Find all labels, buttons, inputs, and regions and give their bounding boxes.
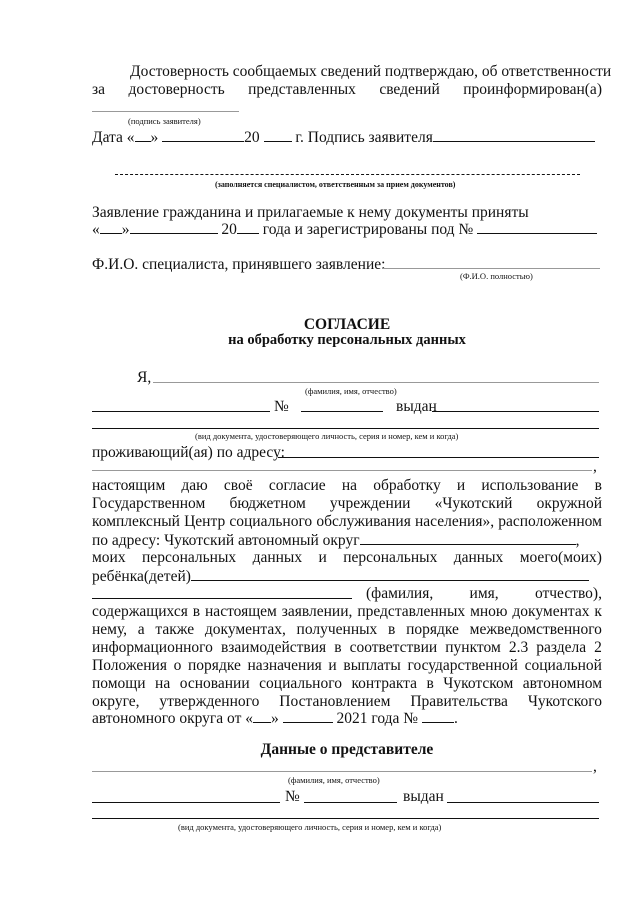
word: данных bbox=[252, 549, 303, 566]
word: взаимодействия bbox=[220, 639, 327, 656]
word: государственной bbox=[407, 657, 518, 674]
accept-line-2: « » 20 года и зарегистрированы под № bbox=[92, 219, 597, 240]
applicant-signature-field[interactable] bbox=[433, 127, 595, 142]
consent-body-line-14: автономного округа от « » 2021 года № . bbox=[92, 710, 458, 727]
address-field-2[interactable] bbox=[92, 470, 592, 471]
child-name-field-2[interactable] bbox=[92, 598, 352, 599]
word: основании bbox=[179, 675, 250, 692]
word: отчество), bbox=[534, 585, 602, 602]
word: о bbox=[173, 657, 182, 674]
word: контракта bbox=[351, 675, 417, 692]
fio-field[interactable] bbox=[153, 382, 599, 383]
document-type-field[interactable] bbox=[92, 411, 270, 412]
word: даю bbox=[181, 477, 208, 494]
consent-body-line-2 bbox=[92, 494, 602, 514]
word: документах bbox=[512, 603, 590, 620]
residing-label: проживающий(ая) по адресу: bbox=[92, 444, 285, 461]
number-sign: № bbox=[274, 398, 289, 415]
decree-day-field[interactable] bbox=[253, 708, 271, 723]
representative-document-details-field[interactable] bbox=[92, 818, 599, 819]
word: нему, bbox=[92, 621, 128, 638]
word: межведомственного bbox=[469, 621, 602, 638]
word: настоящим bbox=[92, 477, 166, 494]
word: и bbox=[456, 477, 466, 494]
separator-caption: (заполняется специалистом, ответственным за прием документов) bbox=[215, 180, 456, 189]
word: Правительства bbox=[410, 693, 508, 710]
specialist-caption: (Ф.И.О. полностью) bbox=[460, 271, 533, 281]
word: обслуживания bbox=[316, 513, 411, 530]
word: утвержденного bbox=[159, 693, 260, 710]
specialist-name-field[interactable] bbox=[382, 268, 600, 269]
word: документах, bbox=[204, 621, 286, 638]
consent-title: СОГЛАСИЕ bbox=[303, 316, 391, 333]
consent-subtitle: на обработку персональных данных bbox=[228, 332, 466, 348]
word: проинформирован(а) bbox=[463, 81, 602, 98]
word: помощи bbox=[92, 675, 146, 692]
representative-document-caption: (вид документа, удостоверяющего личность, серия и номер, кем и когда) bbox=[178, 822, 442, 832]
issued-by-field[interactable] bbox=[432, 411, 599, 412]
word: мною bbox=[470, 603, 508, 620]
consent-body-line-7 bbox=[366, 584, 602, 604]
representative-document-number-field[interactable] bbox=[304, 802, 397, 803]
word: данных bbox=[453, 549, 504, 566]
consent-body-line-4: по адресу: Чукотский автономный округ , bbox=[92, 532, 580, 549]
word: имя, bbox=[469, 585, 499, 602]
word: в bbox=[594, 477, 602, 494]
representative-title: Данные о представителе bbox=[260, 741, 434, 758]
word: информационного bbox=[92, 639, 213, 656]
word: своё bbox=[223, 477, 253, 494]
word: порядке bbox=[406, 621, 459, 638]
word: достоверность bbox=[128, 81, 225, 98]
accept-day-field[interactable] bbox=[100, 219, 122, 234]
word: населения», bbox=[415, 513, 495, 530]
ya-label: Я, bbox=[137, 369, 152, 386]
accept-month-field[interactable] bbox=[130, 219, 218, 234]
word: и bbox=[318, 549, 327, 566]
word: социальной bbox=[524, 657, 602, 674]
cert-line-2 bbox=[92, 80, 602, 100]
accept-line-1: Заявление гражданина и прилагаемые к нему документы приняты bbox=[92, 204, 529, 221]
word: расположенном bbox=[498, 513, 602, 530]
document-caption: (вид документа, удостоверяющего личность, серия и номер, кем и когда) bbox=[195, 431, 459, 441]
separator-line bbox=[115, 174, 580, 175]
representative-comma: , bbox=[593, 758, 597, 775]
word: настоящем bbox=[205, 603, 277, 620]
date-month-field[interactable] bbox=[162, 127, 244, 142]
word: содержащихся bbox=[92, 603, 188, 620]
word: на bbox=[341, 477, 358, 494]
word: персональных bbox=[142, 549, 237, 566]
representative-fio-caption: (фамилия, имя, отчество) bbox=[288, 775, 380, 785]
word: в bbox=[334, 639, 342, 656]
consent-body-line-5 bbox=[92, 548, 602, 568]
word: Положения bbox=[92, 657, 167, 674]
word: 2 bbox=[594, 639, 602, 656]
word: соответствии bbox=[349, 639, 438, 656]
document-number-field[interactable] bbox=[301, 411, 383, 412]
child-name-field-1[interactable] bbox=[191, 566, 589, 581]
specialist-label: Ф.И.О. специалиста, принявшего заявление: bbox=[92, 256, 386, 273]
word: заявлении, bbox=[281, 603, 353, 620]
word: Чукотского bbox=[527, 693, 602, 710]
signature-line[interactable] bbox=[92, 111, 239, 112]
word: (фамилия, bbox=[366, 585, 434, 602]
word: 2.3 bbox=[508, 639, 529, 656]
word: использование bbox=[481, 477, 579, 494]
word: округе, bbox=[92, 693, 140, 710]
word: выплаты bbox=[343, 657, 401, 674]
word: назначения bbox=[247, 657, 322, 674]
word: моих bbox=[92, 549, 126, 566]
representative-number-sign: № bbox=[285, 788, 300, 805]
signature-caption: (подпись заявителя) bbox=[128, 116, 201, 126]
issued-label: выдан bbox=[396, 398, 437, 415]
institution-address-field[interactable] bbox=[360, 530, 576, 545]
word: также bbox=[155, 621, 195, 638]
registration-number-field[interactable] bbox=[477, 219, 597, 234]
word: согласие bbox=[268, 477, 326, 494]
representative-document-type-field[interactable] bbox=[92, 802, 280, 803]
word: бюджетном bbox=[229, 495, 306, 512]
fio-caption: (фамилия, имя, отчество) bbox=[305, 386, 397, 396]
word: персональных bbox=[343, 549, 438, 566]
date-day-field[interactable] bbox=[135, 127, 151, 142]
word: представленных bbox=[248, 81, 356, 98]
word: представленных bbox=[357, 603, 466, 620]
cert-line-1: Достоверность сообщаемых сведений подтверждаю, об ответственности bbox=[130, 63, 612, 80]
decree-number-field[interactable] bbox=[422, 708, 454, 723]
word: в bbox=[192, 603, 201, 620]
word: обработку bbox=[373, 477, 441, 494]
word: к bbox=[594, 603, 602, 620]
consent-body-line-12 bbox=[92, 674, 602, 694]
word: в bbox=[426, 675, 434, 692]
consent-body-line-3 bbox=[92, 512, 602, 532]
word: раздела bbox=[536, 639, 587, 656]
word: социального bbox=[259, 675, 342, 692]
word: за bbox=[92, 81, 106, 98]
word: Постановлением bbox=[279, 693, 391, 710]
word: «Чукотский bbox=[434, 495, 513, 512]
word: Государственном bbox=[92, 495, 206, 512]
word: Центр bbox=[184, 513, 226, 530]
word: сведений bbox=[379, 81, 440, 98]
consent-body-line-8 bbox=[92, 602, 602, 622]
consent-body-line-9 bbox=[92, 620, 602, 640]
representative-issued-label: выдан bbox=[403, 788, 444, 805]
word: и bbox=[328, 657, 337, 674]
word: автономном bbox=[522, 675, 602, 692]
word: моего(моих) bbox=[519, 549, 602, 566]
word: в bbox=[388, 621, 396, 638]
word: окружной bbox=[536, 495, 602, 512]
word: на bbox=[155, 675, 171, 692]
accept-year-field[interactable] bbox=[237, 219, 259, 234]
consent-body-line-11 bbox=[92, 656, 602, 676]
consent-body-line-6: ребёнка(детей) bbox=[92, 566, 589, 587]
document-details-field[interactable] bbox=[92, 428, 599, 429]
address-comma: , bbox=[593, 458, 597, 475]
decree-month-field[interactable] bbox=[283, 708, 333, 723]
word: а bbox=[137, 621, 145, 638]
word: социального bbox=[229, 513, 313, 530]
word: комплексный bbox=[92, 513, 180, 530]
word: пунктом bbox=[445, 639, 501, 656]
representative-fio-field[interactable] bbox=[92, 771, 592, 772]
word: полученных bbox=[296, 621, 378, 638]
consent-body-line-10 bbox=[92, 638, 602, 658]
word: учреждении bbox=[329, 495, 411, 512]
word: порядке bbox=[188, 657, 241, 674]
date-year-field[interactable] bbox=[264, 127, 292, 142]
word: Чукотском bbox=[443, 675, 514, 692]
representative-issued-by-field[interactable] bbox=[447, 802, 599, 803]
date-signature-line: Дата « » 20 г. Подпись заявителя bbox=[92, 127, 595, 148]
consent-body-line-1 bbox=[92, 476, 602, 496]
address-field-1[interactable] bbox=[278, 457, 599, 458]
